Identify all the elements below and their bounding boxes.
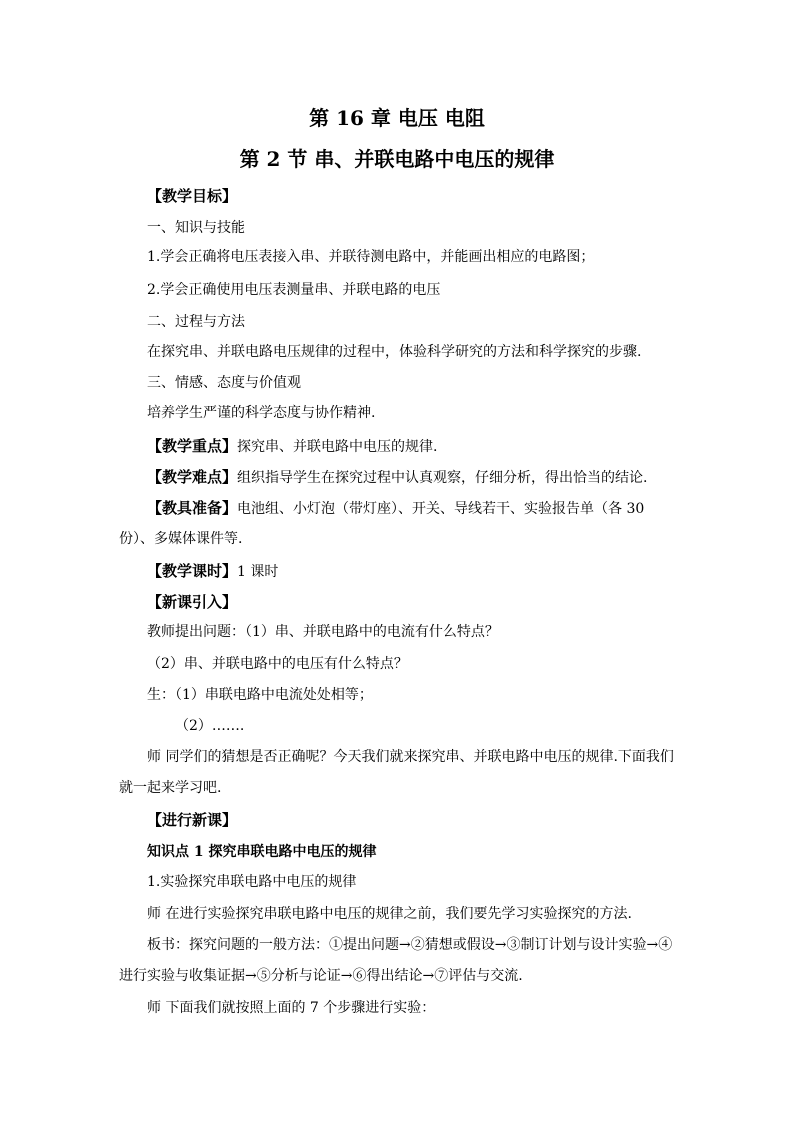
difficulty-text: 组织指导学生在探究过程中认真观察，仔细分析，得出恰当的结论. [237,470,648,486]
teacher-transition-1: 师 同学们的猜想是否正确呢？今天我们就来探究串、并联电路中电压的规律.下面我们 [147,749,674,765]
attitude-values-title: 三、情感、态度与价值观 [147,375,301,391]
teacher-transition-2: 就一起来学习吧. [119,780,222,796]
board-writing-1: 板书：探究问题的一般方法：①提出问题→②猜想或假设→③制订计划与设计实验→④ [147,937,673,953]
materials-text-1: 电池组、小灯泡（带灯座）、开关、导线若干、实验报告单（各 30 [237,501,645,517]
student-answer-2: （2）……. [175,718,245,734]
objective-2: 2.学会正确使用电压表测量串、并联电路的电压 [147,282,441,298]
materials [147,498,644,519]
new-lesson-heading: 【进行新课】 [147,811,238,829]
attitude-values-text: 培养学生严谨的科学态度与协作精神. [147,405,376,421]
difficulty-label: 【教学难点】 [147,468,238,486]
section-title: 第 2 节 串、并联电路中电压的规律 [239,147,555,171]
key-points [147,436,437,457]
subsection-1: 1.实验探究串联电路中电压的规律 [147,874,357,890]
class-hours [147,561,278,582]
materials-label: 【教具准备】 [147,499,238,517]
key-points-label: 【教学重点】 [147,437,238,455]
knowledge-skills-title: 一、知识与技能 [147,220,245,236]
student-answer-1: 生：（1）串联电路中电流处处相等； [147,687,373,703]
process-method-title: 二、过程与方法 [147,314,245,330]
objectives-heading: 【教学目标】 [147,187,238,205]
teacher-question: 教师提出问题：（1）串、并联电路中的电流有什么特点？ [147,624,499,640]
difficulty [147,467,647,488]
intro-heading: 【新课引入】 [147,593,238,611]
board-writing-2: 进行实验与收集证据→⑤分析与论证→⑥得出结论→⑦评估与交流. [119,968,523,984]
process-method-text: 在探究串、并联电路电压规律的过程中，体验科学研究的方法和科学探究的步骤. [147,344,642,360]
class-hours-label: 【教学课时】 [147,562,238,580]
teacher-note-2: 师 下面我们就按照上面的 7 个步骤进行实验： [147,1000,436,1016]
objective-1: 1.学会正确将电压表接入串、并联待测电路中，并能画出相应的电路图； [147,249,595,265]
materials-text-2: 份）、多媒体课件等. [119,531,243,547]
teacher-question-2: （2）串、并联电路中的电压有什么特点？ [147,656,408,672]
class-hours-text: 1 课时 [237,564,279,580]
chapter-title: 第 16 章 电压 电阻 [309,106,485,130]
key-points-text: 探究串、并联电路中电压的规律. [237,439,438,455]
teacher-note-1: 师 在进行实验探究串联电路中电压的规律之前，我们要先学习实验探究的方法. [147,906,632,922]
knowledge-point-1: 知识点 1 探究串联电路中电压的规律 [147,844,377,860]
